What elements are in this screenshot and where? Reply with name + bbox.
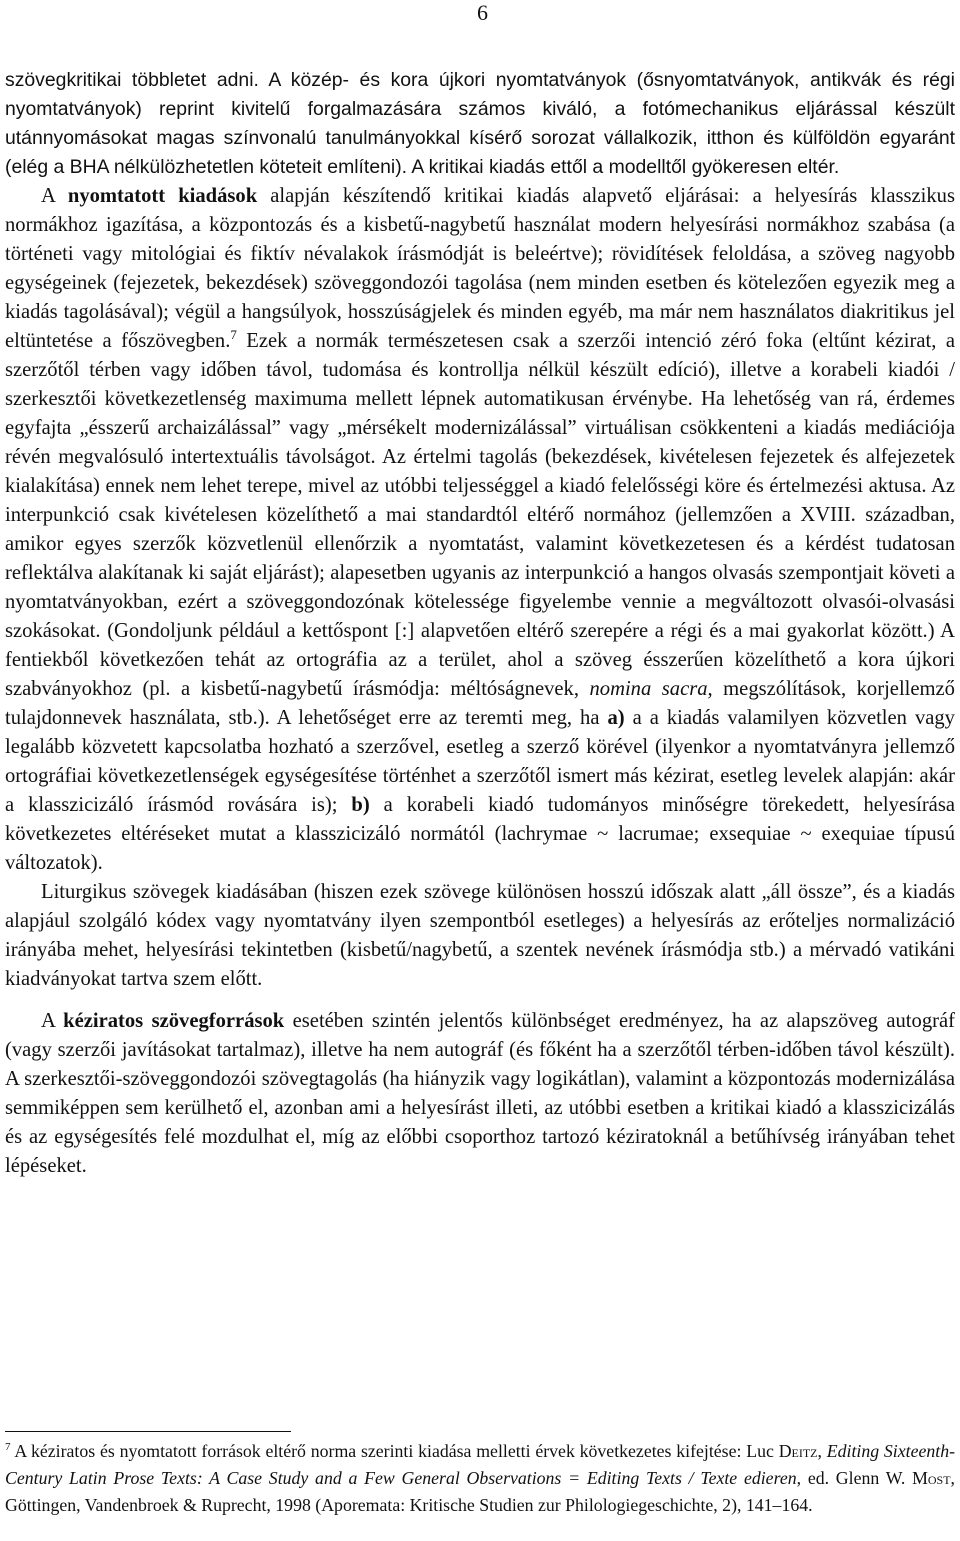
emphasis-manuscript-sources: kéziratos szövegforrások xyxy=(63,1010,285,1032)
paragraph-4 xyxy=(5,1007,955,1181)
paragraph-1 xyxy=(5,66,955,182)
italic-nomina-sacra: nomina sacra xyxy=(589,678,708,700)
paragraph-1-rest: A közép- és kora újkori nyomtatványok (ősnyomtatványok, antikvák és régi nyomtatványok) reprint kivitelű forgalmazására számos kiváló, a fotómechanikus eljárással készült utánnyomásokat magas színvonalú tanulmányokkal kísérő sorozat vállalkozik, itthon és külföldön egyaránt (elég a BHA nélkülözhetetlen köteteit említeni). A kritikai kiadás ettől a modelltől gyökeresen eltér. xyxy=(5,69,955,178)
paragraph-2-text-d: a a kiadás valamilyen közvetlen vagy legalább közvetett kapcsolatba hozható a szerzővel, esetleg a szerző körével (ilyenkor a nyomtatványra jellemző ortográfiai következetlenségek egységesítése történhet a szerzőtől ismert más kézirat, esetleg levelek alapján: akár a klasszicizáló írásmód rovására is); xyxy=(5,707,955,816)
paragraph-2-lead: A xyxy=(41,185,68,207)
footnote-divider xyxy=(5,1431,291,1432)
paragraph-4-text: esetében szintén jelentős különbséget eredményez, ha az alapszöveg autográf (vagy szerzői javításokat tartalmaz), illetve ha nem autográf (és főként ha a szerzőtől térben-időben távol készült). A szerkesztői-szöveggondozói szövegtagolás (ha hiányzik vagy logikátlan), valamint a központozás modernizálása semmiképpen sem kerülhető el, azonban ami a helyesírást illeti, az utóbbi esetben a kritikai kiadó a klasszicizálás és az egységesítés felé mozdulhat el, míg az előbbi csoporthoz tartozó kéziratoknál a betűhívség irányában tehet lépéseket. xyxy=(5,1010,955,1177)
paragraph-4-lead: A xyxy=(41,1010,64,1032)
paragraph-2-text-b: Ezek a normák természetesen csak a szerzői intenció zéró foka (eltűnt kézirat, a szerzőtől térben vagy időben távol, tudomása és kontrollja nélkül készült edíció), illetve a korabeli kiadói / szerkesztői következetlenség maximuma mellett lépnek automatikusan érvénybe. Ha lehetőség van rá, érdemes egyfajta „ésszerű archaizálással” vagy „mérsékelt modernizálással” virtuálisan csökkenteni a kiadás mediációja révén megvalósuló intertextuális távolságot. Az értelmi tagolás (bekezdések, kivételesen fejezetek és alfejezetek kialakítása) ennek nem lehet terepe, mivel az utóbbi teljességgel a kiadó felelősségi köre és értelmezési aktusa. Az interpunkció csak kivételesen közelíthető a mai standardtól eltérő normához (jellemzően a XVIII. században, amikor egyes szerzők közvetlenül ellenőrzik a nyomtatást, valamint következetesen és a kérdést tudatosan reflektálva alakítanak ki saját eljárást); alapesetben ugyanis az interpunkció a hangos olvasás szempontjait követi a nyomtatványokban, ezért a szöveggondozónak kötelessége figyelembe vennie a megváltozott olvasói-olvasási szokásokat. (Gondoljunk például a kettőspont [:] alapvetően eltérő szerepére a régi és a mai gyakorlat között.) A fentiekből következően tehát az ortográfia az a terület, ahol a szöveg ésszerűen közelíthető a kora újkori szabványokhoz (pl. a kisbetű-nagybetű írásmódja: méltóságnevek, xyxy=(5,330,955,700)
list-marker-a: a) xyxy=(607,707,625,729)
footnote-text-c: , ed. Glenn W. xyxy=(796,1468,913,1488)
footnote-title: Editing Sixteenth-Century Latin Prose Texts: A Case Study and a Few General Observations = Editing Texts / Texte edieren xyxy=(5,1441,956,1488)
emphasis-printed-editions: nyomtatott kiadások xyxy=(67,185,258,207)
footnote-number: 7 xyxy=(5,1441,11,1454)
paragraph-1-start: szövegkritikai többletet adni. xyxy=(5,69,259,91)
footnote-author-2: Most xyxy=(912,1468,951,1488)
footnote-text-b: , xyxy=(817,1441,827,1461)
footnote-text-d: , Göttingen, Vandenbroek & Ruprecht, 1998 (Aporemata: Kritische Studien zur Philologiegeschichte, 2), 141–164. xyxy=(5,1468,955,1515)
footnote-reference[interactable]: 7 xyxy=(230,327,237,343)
page-number: 6 xyxy=(477,0,488,25)
paragraph-3: Liturgikus szövegek kiadásában (hiszen ezek szövege különösen hosszú időszak alatt „áll össze”, és a kiadás alapjául szolgáló kódex vagy nyomtatvány ilyen szempontból esetleges) a helyesírás az erőteljes normalizáció irányába mehet, helyesírási tekintetben (kisbetű/nagybetű, a szentek nevének írásmódja stb.) a mérvadó vatikáni kiadványokat tartva szem előtt. xyxy=(5,881,955,990)
paragraph-2-text-a: alapján készítendő kritikai kiadás alapvető eljárásai: a helyesírás klasszikus normákhoz igazítása, a központozás és a kisbetű-nagybetű használat modern helyesírási normákhoz szabása (a történeti vagy mitológiai és fiktív névalakok írásmódját is beleértve); rövidítések feloldása, a szöveg nagyobb egységeinek (fejezetek, bekezdések) szöveggondozói tagolása (nem minden esetben és kötelezően egyezik meg a kiadás tagolásával); végül a hangsúlyok, hosszúságjelek és minden egyéb, ma már nem használatos diakritikus jel eltüntetése a főszövegben. xyxy=(5,185,955,352)
main-text xyxy=(5,66,955,1181)
paragraph-2-text-c: , megszólítások, korjellemző tulajdonnevek használata, stb.). A lehetőséget erre az teremti meg, ha xyxy=(5,678,955,729)
footnote-text-a: A kéziratos és nyomtatott források eltérő norma szerinti kiadása melletti érvek következetes kifejtése: Luc xyxy=(10,1441,779,1461)
footnote-7 xyxy=(5,1438,955,1519)
paragraph-2 xyxy=(5,182,955,878)
footnote-author-1: Deitz xyxy=(778,1441,818,1461)
paragraph-2-text-e: a korabeli kiadó tudományos minőségre törekedett, helyesírása következetes eltéréseket mutat a klasszicizáló normától (lachrymae ~ lacrumae; exsequiae ~ exequiae típusú változatok). xyxy=(5,794,955,874)
list-marker-b: b) xyxy=(351,794,370,816)
